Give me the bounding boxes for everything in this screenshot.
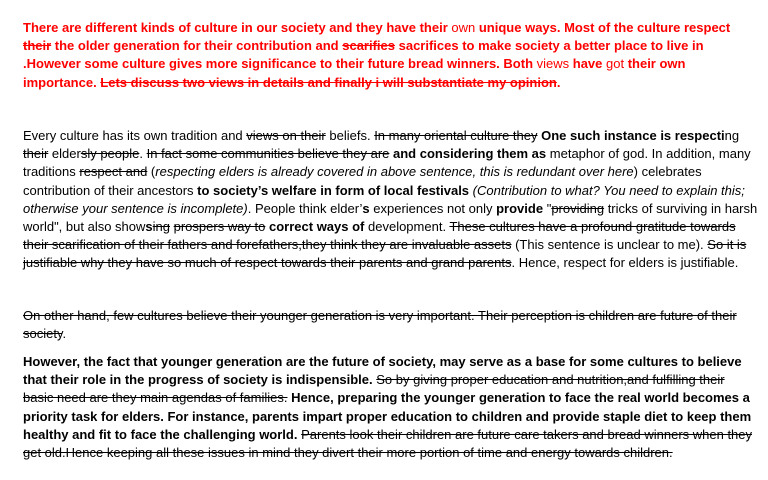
text-run: s <box>362 200 370 216</box>
struck-text-run: In many oriental culture they <box>374 128 538 143</box>
text-run: (Contribution to what? You need to explain this; otherwise your sentence is incomplete) <box>23 182 745 216</box>
struck-text-run: These cultures have a profound gratitude towards their scarification of their fathers and forefathers,they think they are invaluable assets <box>23 219 736 253</box>
text-run: metaphor of god. In addition, many traditions <box>23 146 751 180</box>
text-run: the older generation for their contribution and <box>51 38 343 54</box>
text-run: Every culture has its own tradition and <box>23 128 247 143</box>
struck-text-run: Parents look their children are future care takers and bread winners when they get old.Hence keeping all these issues in mind they divert their more portion of time and energy towards children. <box>23 426 753 461</box>
text-run: own <box>451 20 479 35</box>
struck-text-run: scarifies <box>342 38 395 54</box>
text-run: to society’s welfare in form of local festivals <box>197 182 470 198</box>
text-run: Hence, preparing the younger generation to face the real world becomes a priority task for elders. For instance, parents impart proper education to children and provide staple diet to keep them healthy and fit to face the challenging world. <box>23 390 752 442</box>
struck-text-run: providing <box>551 200 605 216</box>
text-run: . People think elder’ <box>247 200 363 216</box>
text-run: views <box>536 56 573 72</box>
paragraph-struck-out <box>23 307 758 343</box>
text-run: have <box>572 56 603 72</box>
struck-text-run: sly people <box>80 146 140 162</box>
text-run: . <box>139 146 147 162</box>
text-run: their own importance. <box>23 56 686 90</box>
text-run: sacrifices to make society a better place to live in .However some culture gives more significance to their future bread winners. Both <box>23 38 704 72</box>
paragraph-respect-for-elders <box>23 127 758 273</box>
text-run: elder <box>48 146 81 162</box>
struck-text-run: Lets discuss two views in details and finally i will substantiate my opinion <box>100 74 557 90</box>
struck-text-run: In fact some communities believe they are <box>146 146 390 162</box>
struck-text-run: So it is justifiable why they have so much of respect towards their parents and grand parents <box>23 237 747 271</box>
text-run: experiences not only <box>369 200 497 216</box>
text-run: correct ways of <box>265 219 365 235</box>
text-run: unique ways. Most of the culture respect <box>478 20 731 35</box>
struck-text-run: On other hand, few cultures believe their younger generation is very important. Their perception is children are future of their society <box>23 308 737 342</box>
text-run: However, the fact that younger generation are the future of society, may serve as a base for some cultures to believe that their role in the progress of society is indispensible. <box>23 354 742 388</box>
text-run: . <box>62 326 67 342</box>
text-run: provide <box>496 200 544 216</box>
text-run: . Hence, respect for elders is justifiable. <box>511 255 739 271</box>
struck-text-run: So by giving proper education and nutrition,and fulfilling their basic need are they main agendas of families. <box>23 372 725 406</box>
text-run: ) celebrates contribution of their ancestors <box>23 164 702 198</box>
text-run: . <box>556 74 561 90</box>
struck-text-run: their <box>23 146 49 162</box>
paragraph-younger-generation <box>23 353 758 462</box>
text-run: There are different kinds of culture in our society and they have their <box>23 20 452 35</box>
struck-text-run: ing <box>152 219 170 235</box>
text-run: respecting elders is already covered in above sentence, this is redundant over here <box>155 164 634 180</box>
text-run: and considering them as <box>389 146 547 162</box>
text-run: ng <box>724 128 740 143</box>
text-run: One such instance is respecti <box>537 128 725 143</box>
text-run: s <box>145 219 153 235</box>
text-run: " <box>543 200 552 216</box>
struck-text-run: prospers way to <box>173 219 266 235</box>
text-run: development. <box>364 219 450 235</box>
text-run: tricks of surviving in harsh world", but also show <box>23 200 758 235</box>
text-run: beliefs. <box>325 128 375 143</box>
text-run: ( <box>147 164 156 180</box>
text-run: got <box>602 56 628 72</box>
struck-text-run: respect and <box>79 164 148 180</box>
paragraph-intro <box>23 19 758 92</box>
text-run: (This sentence is unclear to me). <box>511 237 708 253</box>
struck-text-run: their <box>23 38 52 54</box>
struck-text-run: views on their <box>246 128 326 143</box>
